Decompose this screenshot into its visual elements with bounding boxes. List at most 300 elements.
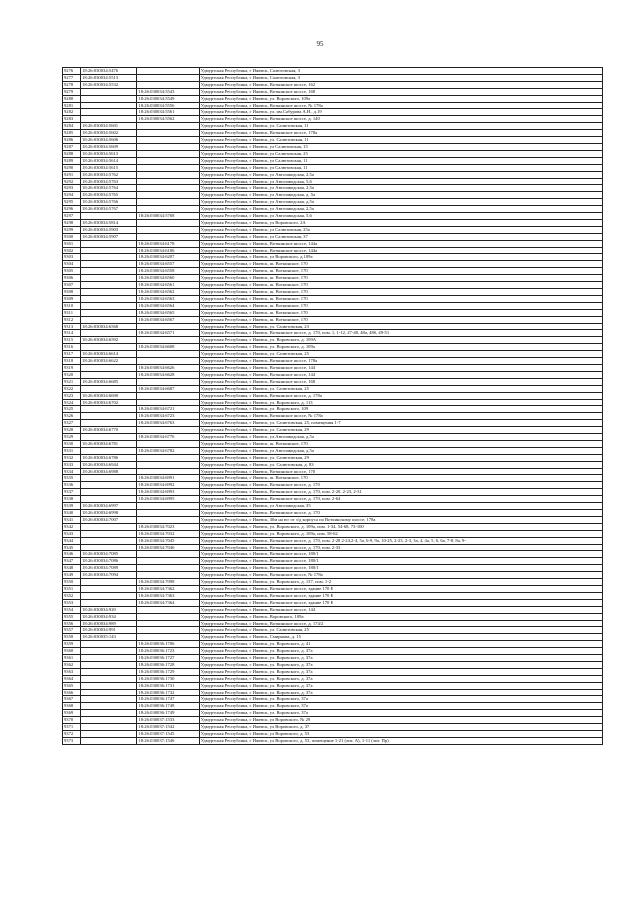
row-number-cell: 9369 <box>63 710 81 717</box>
table-row <box>63 95 603 102</box>
cadastral-number-alt-cell: 18:26:030034:5562 <box>137 116 199 123</box>
table-row <box>63 337 603 344</box>
table-row <box>63 150 603 157</box>
table-row <box>63 434 603 441</box>
address-cell: Удмуртская Республика, г Ижевск, ул. Воровского, д. 113 <box>199 399 602 406</box>
cadastral-number-alt-cell: 18:26:030034:6763 <box>137 420 199 427</box>
address-cell: Удмуртская Республика, г Ижевск, ул. Салютовская, 11 <box>199 123 602 130</box>
cadastral-number-alt-cell: 18:26:030034:5543 <box>137 88 199 95</box>
row-number-cell: 9320 <box>63 371 81 378</box>
cadastral-number-cell: 18:26:030034:5762 <box>81 171 137 178</box>
cadastral-number-cell <box>81 109 137 116</box>
cadastral-number-cell: 18:26:030034:6944 <box>81 461 137 468</box>
cadastral-number-alt-cell <box>137 337 199 344</box>
address-cell: Удмуртская Республика, г Ижевск, Воткинское шоссе, 180/1 <box>199 558 602 565</box>
address-cell: Удмуртская Республика, г Ижевск, ул. Воровского, 109 <box>199 406 602 413</box>
address-cell: Удмуртская Республика, г Ижевск, ул. Воровского, 109а <box>199 95 602 102</box>
address-cell: Удмуртская Республика, г Ижевск, Салютовская, 3 <box>199 68 602 75</box>
row-number-cell: 9353 <box>63 599 81 606</box>
cadastral-number-alt-cell: 18:26:030034:6178 <box>137 240 199 247</box>
table-row <box>63 461 603 468</box>
cadastral-number-alt-cell: 18:26:030036:1730 <box>137 675 199 682</box>
address-cell: Удмуртская Республика, г Ижевск, ул. Воровского, д. 41 <box>199 641 602 648</box>
address-cell: Удмуртская Республика, г Ижевск, Воткинское шоссе, 178а <box>199 358 602 365</box>
cadastral-number-alt-cell: 18:26:030036:1728 <box>137 661 199 668</box>
cadastral-number-cell: 18:26:030034:7094 <box>81 572 137 579</box>
cadastral-number-cell <box>81 475 137 482</box>
table-row <box>63 171 603 178</box>
cadastral-number-cell: 18:26:030034:5907 <box>81 233 137 240</box>
row-number-cell: 9300 <box>63 233 81 240</box>
address-cell: Удмуртская Республика, г Ижевск, Воткинское шоссе, д. 170, пом. 2-28 2-24,2-4, 5а, 6-9, 9а, 10-25, 2-23, 2-3, 3а, 4, 4а, 5, 6, 6а, 7-8, 8а, 9- <box>199 537 602 544</box>
cadastral-number-alt-cell: 18:26:030034:7023 <box>137 523 199 530</box>
address-cell: Удмуртская Республика, г Ижевск, ул Автозаводская, 35 <box>199 503 602 510</box>
cadastral-number-cell: 18:26:030034:6614 <box>81 351 137 358</box>
cadastral-number-alt-cell: 18:26:030034:5561 <box>137 109 199 116</box>
row-number-cell: 9357 <box>63 627 81 634</box>
cadastral-number-alt-cell: 18:26:030034:6995 <box>137 496 199 503</box>
cadastral-number-cell <box>81 703 137 710</box>
address-cell: Удмуртская Республика, г Ижевск, ул. Воровского, д. 109А <box>199 337 602 344</box>
row-number-cell: 9332 <box>63 454 81 461</box>
cadastral-number-cell <box>81 599 137 606</box>
cadastral-number-alt-cell: 18:26:030036:1732 <box>137 689 199 696</box>
table-row <box>63 641 603 648</box>
cadastral-number-alt-cell <box>137 468 199 475</box>
table-row <box>63 213 603 220</box>
table-row <box>63 137 603 144</box>
cadastral-number-cell: 18:26:030034:6592 <box>81 337 137 344</box>
cadastral-number-alt-cell <box>137 74 199 81</box>
row-number-cell: 9356 <box>63 620 81 627</box>
table-row <box>63 330 603 337</box>
table-row <box>63 413 603 420</box>
row-number-cell: 9354 <box>63 606 81 613</box>
table-row <box>63 289 603 296</box>
cadastral-number-cell <box>81 371 137 378</box>
address-cell: Удмуртская Республика, г Ижевск, ш. Воткинское, 170 <box>199 261 602 268</box>
table-row <box>63 392 603 399</box>
table-row <box>63 558 603 565</box>
row-number-cell: 9367 <box>63 696 81 703</box>
table-row <box>63 447 603 454</box>
cadastral-number-cell <box>81 254 137 261</box>
table-row <box>63 675 603 682</box>
cadastral-number-cell: 18:26:030035:143 <box>81 634 137 641</box>
cadastral-number-cell: 18:26:030034:6685 <box>81 378 137 385</box>
row-number-cell: 9347 <box>63 558 81 565</box>
address-cell: Удмуртская Республика, г Ижевск, ул Салютовская, 25а <box>199 226 602 233</box>
address-cell: Удмуртская Республика, г Ижевск, Воткинское шоссе, здание 170 Е <box>199 592 602 599</box>
address-cell: Удмуртская Республика, г Ижевск, ш. Воткинское, 170 <box>199 268 602 275</box>
address-cell: Удмуртская Республика, г Ижевск, ул. Салютовская, д. 83 <box>199 461 602 468</box>
table-row <box>63 579 603 586</box>
cadastral-number-cell <box>81 434 137 441</box>
cadastral-number-alt-cell <box>137 206 199 213</box>
address-cell: Удмуртская Республика, г Ижевск, Смирнова, д. 15 <box>199 634 602 641</box>
cadastral-number-alt-cell <box>137 634 199 641</box>
address-cell: Удмуртская Республика, г Ижевск, Воровского, 109а <box>199 613 602 620</box>
cadastral-number-cell <box>81 413 137 420</box>
table-row <box>63 496 603 503</box>
address-cell: Удмуртская Республика, г Ижевск, ул. Воровского, д. 37а <box>199 661 602 668</box>
address-cell: Удмуртская Республика, г Ижевск, ул. Салютовская, 11 <box>199 137 602 144</box>
cadastral-number-cell <box>81 668 137 675</box>
cadastral-number-cell <box>81 289 137 296</box>
address-cell: Удмуртская Республика, г Ижевск, ул Автозаводская, д. 5а <box>199 192 602 199</box>
cadastral-number-alt-cell: 18:26:030034:6567 <box>137 316 199 323</box>
table-row <box>63 661 603 668</box>
table-row <box>63 406 603 413</box>
row-number-cell: 9370 <box>63 717 81 724</box>
address-cell: Удмуртская Республика, г Ижевск, ул Автозаводская, 5,6 <box>199 213 602 220</box>
cadastral-number-alt-cell: 18:26:030037:1545 <box>137 731 199 738</box>
row-number-cell: 9297 <box>63 213 81 220</box>
address-cell: Удмуртская Республика, г Ижевск, ул Салютовская, 15 <box>199 143 602 150</box>
cadastral-number-cell <box>81 655 137 662</box>
row-number-cell: 9335 <box>63 475 81 482</box>
cadastral-number-cell <box>81 482 137 489</box>
table-row <box>63 454 603 461</box>
row-number-cell: 9324 <box>63 399 81 406</box>
row-number-cell: 9352 <box>63 592 81 599</box>
address-cell: Удмуртская Республика, г Ижевск, ул. Салютовская, 25, помещения 1-7 <box>199 420 602 427</box>
cadastral-number-cell: 18:26:030034:5766 <box>81 199 137 206</box>
cadastral-number-alt-cell: 18:26:030034:6628 <box>137 371 199 378</box>
cadastral-number-cell <box>81 240 137 247</box>
cadastral-number-alt-cell <box>137 171 199 178</box>
cadastral-number-alt-cell <box>137 164 199 171</box>
cadastral-number-cell <box>81 261 137 268</box>
cadastral-number-alt-cell <box>137 440 199 447</box>
table-row <box>63 178 603 185</box>
cadastral-number-alt-cell <box>137 551 199 558</box>
row-number-cell: 9309 <box>63 295 81 302</box>
address-cell: Удмуртская Республика, г Ижевск, Воткинское шоссе, д. 170, пом. 2-33 <box>199 544 602 551</box>
address-cell: Удмуртская Республика, г Ижевск, ул. Воровского, 37а <box>199 703 602 710</box>
address-cell: Удмуртская Республика, г Ижевск, Воткинское шоссе, № 178а <box>199 572 602 579</box>
cadastral-number-cell <box>81 724 137 731</box>
table-row <box>63 696 603 703</box>
table-row <box>63 247 603 254</box>
cadastral-number-cell: 18:26:030034:991 <box>81 627 137 634</box>
cadastral-number-cell <box>81 710 137 717</box>
cadastral-number-cell: 18:26:030034:989 <box>81 620 137 627</box>
cadastral-number-cell <box>81 102 137 109</box>
row-number-cell: 9368 <box>63 703 81 710</box>
row-number-cell: 9290 <box>63 164 81 171</box>
address-cell: Удмуртская Республика, г Ижевск, ул Воровского, 2А <box>199 219 602 226</box>
row-number-cell: 9315 <box>63 337 81 344</box>
cadastral-number-alt-cell: 18:26:030034:7046 <box>137 544 199 551</box>
address-cell: Удмуртская Республика, г Ижевск, Воткинское шоссе, 180/1 <box>199 551 602 558</box>
cadastral-number-cell <box>81 544 137 551</box>
table-row <box>63 585 603 592</box>
cadastral-number-cell <box>81 731 137 738</box>
row-number-cell: 9355 <box>63 613 81 620</box>
cadastral-number-cell <box>81 295 137 302</box>
row-number-cell: 9318 <box>63 358 81 365</box>
row-number-cell: 9327 <box>63 420 81 427</box>
address-cell: Удмуртская Республика, г Ижевск, ул. Воровского, д. 37а <box>199 682 602 689</box>
row-number-cell: 9330 <box>63 440 81 447</box>
row-number-cell: 9358 <box>63 634 81 641</box>
address-cell: Удмуртская Республика, г Ижевск, ул. Салютовская, 29 <box>199 427 602 434</box>
table-row <box>63 420 603 427</box>
address-cell: Удмуртская Республика, г Ижевск, Воткинское шоссе, 168 <box>199 378 602 385</box>
cadastral-number-cell: 18:26:030034:5763 <box>81 178 137 185</box>
cadastral-number-alt-cell <box>137 510 199 517</box>
address-cell: Удмуртская Республика, г Ижевск, Воткинское шоссе, д. 170, пом. 2-20, 2-23, 2-31 <box>199 489 602 496</box>
row-number-cell: 9329 <box>63 434 81 441</box>
cadastral-number-cell: 18:26:030034:5765 <box>81 192 137 199</box>
table-row <box>63 102 603 109</box>
row-number-cell: 9366 <box>63 689 81 696</box>
table-row <box>63 482 603 489</box>
table-row <box>63 475 603 482</box>
cadastral-number-alt-cell <box>137 185 199 192</box>
table-row <box>63 717 603 724</box>
address-cell: Удмуртская Республика, г Ижевск, ул Воровского, № 29 <box>199 717 602 724</box>
row-number-cell: 9325 <box>63 406 81 413</box>
table-row <box>63 123 603 130</box>
cadastral-number-cell <box>81 385 137 392</box>
table-row <box>63 206 603 213</box>
row-number-cell: 9361 <box>63 655 81 662</box>
cadastral-number-alt-cell <box>137 627 199 634</box>
cadastral-number-alt-cell: 18:26:030034:6992 <box>137 482 199 489</box>
row-number-cell: 9371 <box>63 724 81 731</box>
table-row <box>63 378 603 385</box>
table-row <box>63 233 603 240</box>
cadastral-number-cell <box>81 302 137 309</box>
table-row <box>63 254 603 261</box>
table-row <box>63 316 603 323</box>
cadastral-number-alt-cell <box>137 323 199 330</box>
address-cell: Удмуртская Республика, г Ижевск, Воткинское шоссе, д. 170, пом. 1, 1-12, 27-48, 48а, 48б, 49-51 <box>199 330 602 337</box>
row-number-cell: 9294 <box>63 192 81 199</box>
cadastral-number-alt-cell <box>137 620 199 627</box>
cadastral-number-alt-cell <box>137 81 199 88</box>
row-number-cell: 9314 <box>63 330 81 337</box>
address-cell: Удмуртская Республика, г Ижевск, Воткинское шоссе, 178а <box>199 130 602 137</box>
cadastral-number-alt-cell: 18:26:030034:6721 <box>137 406 199 413</box>
cadastral-number-alt-cell: 18:26:030034:6687 <box>137 385 199 392</box>
cadastral-number-alt-cell: 18:26:030034:6562 <box>137 289 199 296</box>
row-number-cell: 9373 <box>63 737 81 744</box>
address-cell: Удмуртская Республика, г Ижевск, ул Автозаводская, д.5а <box>199 199 602 206</box>
row-number-cell: 9322 <box>63 385 81 392</box>
address-cell: Удмуртская Республика, г Ижевск, Воткинское шоссе, 162 <box>199 81 602 88</box>
address-cell: Удмуртская Республика, г Ижевск, ул. Воровского, д. 37а <box>199 668 602 675</box>
cadastral-number-alt-cell <box>137 233 199 240</box>
cadastral-number-cell: 18:26:030034:6690 <box>81 392 137 399</box>
table-row <box>63 530 603 537</box>
row-number-cell: 9276 <box>63 68 81 75</box>
cadastral-number-cell <box>81 530 137 537</box>
cadastral-number-alt-cell <box>137 137 199 144</box>
table-row <box>63 710 603 717</box>
table-row <box>63 544 603 551</box>
table-row <box>63 219 603 226</box>
address-cell: Удмуртская Республика, г Ижевск, Воткинское шоссе, д. 174/2 <box>199 620 602 627</box>
table-row <box>63 634 603 641</box>
cadastral-number-alt-cell <box>137 503 199 510</box>
address-cell: Удмуртская Республика, г Ижевск, 30м на юг от з/д корпуса по Воткинскому шоссе, 178а <box>199 516 602 523</box>
table-row <box>63 682 603 689</box>
cadastral-number-alt-cell: 18:26:030034:6782 <box>137 447 199 454</box>
table-row <box>63 130 603 137</box>
cadastral-number-cell <box>81 537 137 544</box>
row-number-cell: 9301 <box>63 240 81 247</box>
row-number-cell: 9302 <box>63 247 81 254</box>
address-cell: Удмуртская Республика, г Ижевск, ул. Воровского, 37а <box>199 696 602 703</box>
row-number-cell: 9345 <box>63 544 81 551</box>
cadastral-number-alt-cell <box>137 150 199 157</box>
address-cell: Удмуртская Республика, г Ижевск, ш. Воткинское, 170 <box>199 316 602 323</box>
cadastral-number-cell: 18:26:030034:5609 <box>81 143 137 150</box>
address-cell: Удмуртская Республика, г Ижевск, ул. Воровского, д. 109а <box>199 344 602 351</box>
address-cell: Удмуртская Республика, г Ижевск, ш. Воткинское, 170 <box>199 302 602 309</box>
address-cell: Удмуртская Республика, г Ижевск, ул Воровского, д. 53 <box>199 731 602 738</box>
cadastral-number-alt-cell <box>137 192 199 199</box>
row-number-cell: 9303 <box>63 254 81 261</box>
table-row <box>63 109 603 116</box>
row-number-cell: 9339 <box>63 503 81 510</box>
row-number-cell: 9340 <box>63 510 81 517</box>
row-number-cell: 9279 <box>63 88 81 95</box>
address-cell: Удмуртская Республика, г Ижевск, ул. Воровского, д. 37а <box>199 675 602 682</box>
table-row <box>63 468 603 475</box>
cadastral-number-cell: 18:26:030034:920 <box>81 606 137 613</box>
row-number-cell: 9331 <box>63 447 81 454</box>
cadastral-number-alt-cell: 18:26:030034:6991 <box>137 475 199 482</box>
cadastral-number-alt-cell <box>137 399 199 406</box>
row-number-cell: 9319 <box>63 364 81 371</box>
cadastral-number-alt-cell: 18:26:030034:5768 <box>137 213 199 220</box>
address-cell: Удмуртская Республика, г Ижевск, ул Автозаводская, 2,5а <box>199 206 602 213</box>
table-row <box>63 192 603 199</box>
address-cell: Удмуртская Республика, г Ижевск, ул. Салютовская, 23 <box>199 323 602 330</box>
cadastral-number-cell: 18:26:030034:7007 <box>81 516 137 523</box>
table-row <box>63 88 603 95</box>
address-cell: Удмуртская Республика, г Ижевск, Воткинское шоссе, д. 140 <box>199 116 602 123</box>
cadastral-number-alt-cell <box>137 516 199 523</box>
cadastral-number-cell <box>81 364 137 371</box>
cadastral-number-alt-cell: 18:26:030034:7364 <box>137 599 199 606</box>
cadastral-number-cell <box>81 489 137 496</box>
row-number-cell: 9344 <box>63 537 81 544</box>
address-cell: Удмуртская Республика, г Ижевск, ул. Воровского, д. 37а <box>199 648 602 655</box>
cadastral-number-cell: 18:26:030034:6998 <box>81 510 137 517</box>
cadastral-number-cell: 18:26:030034:7086 <box>81 558 137 565</box>
table-row <box>63 268 603 275</box>
cadastral-number-cell: 18:26:030034:6568 <box>81 323 137 330</box>
cadastral-number-alt-cell: 18:26:030036:1749 <box>137 710 199 717</box>
row-number-cell: 9299 <box>63 226 81 233</box>
row-number-cell: 9308 <box>63 289 81 296</box>
table-row <box>63 143 603 150</box>
table-row <box>63 344 603 351</box>
row-number-cell: 9305 <box>63 268 81 275</box>
table-row <box>63 185 603 192</box>
row-number-cell: 9350 <box>63 579 81 586</box>
table-row <box>63 81 603 88</box>
cadastral-number-alt-cell: 18:26:030036:1727 <box>137 655 199 662</box>
cadastral-number-alt-cell <box>137 558 199 565</box>
cadastral-number-cell <box>81 316 137 323</box>
cadastral-number-cell <box>81 682 137 689</box>
address-cell: Удмуртская Республика, г Ижевск, Воткинское шоссе, 144а <box>199 240 602 247</box>
table-row <box>63 510 603 517</box>
table-row <box>63 592 603 599</box>
row-number-cell: 9286 <box>63 137 81 144</box>
cadastral-number-alt-cell: 18:26:030034:6571 <box>137 330 199 337</box>
cadastral-number-cell <box>81 592 137 599</box>
address-cell: Удмуртская Республика, г Ижевск, ул. Воровского, д. 137, пом. 1-2 <box>199 579 602 586</box>
cadastral-number-alt-cell: 18:26:030036:1729 <box>137 668 199 675</box>
cadastral-number-cell: 18:26:030034:5767 <box>81 206 137 213</box>
cadastral-number-alt-cell <box>137 613 199 620</box>
cadastral-number-alt-cell <box>137 454 199 461</box>
row-number-cell: 9336 <box>63 482 81 489</box>
cadastral-number-alt-cell <box>137 226 199 233</box>
cadastral-number-cell <box>81 689 137 696</box>
cadastral-number-cell <box>81 116 137 123</box>
cadastral-number-alt-cell: 18:26:030037:1546 <box>137 737 199 744</box>
table-row <box>63 157 603 164</box>
table-row <box>63 668 603 675</box>
row-number-cell: 9311 <box>63 309 81 316</box>
address-cell: Удмуртская Республика, г Ижевск, Воткинское шоссе, д. 170, пом. 2-64 <box>199 496 602 503</box>
cadastral-number-cell: 18:26:030034:6702 <box>81 399 137 406</box>
row-number-cell: 9342 <box>63 523 81 530</box>
cadastral-number-alt-cell: 18:26:030036:1706 <box>137 641 199 648</box>
row-number-cell: 9372 <box>63 731 81 738</box>
address-cell: Удмуртская Республика, г Ижевск, Воткинское шоссе, 170 <box>199 468 602 475</box>
address-cell: Удмуртская Республика, г Ижевск, Воткинское шоссе, 144 <box>199 364 602 371</box>
cadastral-number-alt-cell: 18:26:030034:6558 <box>137 268 199 275</box>
cadastral-number-cell <box>81 268 137 275</box>
cadastral-number-alt-cell: 18:26:030034:7363 <box>137 592 199 599</box>
row-number-cell: 9304 <box>63 261 81 268</box>
table-row <box>63 68 603 75</box>
cadastral-number-cell <box>81 447 137 454</box>
row-number-cell: 9287 <box>63 143 81 150</box>
address-cell: Удмуртская Республика, г Ижевск, Воткинское шоссе, здание 170 Е <box>199 599 602 606</box>
table-row <box>63 275 603 282</box>
row-number-cell: 9307 <box>63 282 81 289</box>
row-number-cell: 9306 <box>63 275 81 282</box>
cadastral-number-cell <box>81 88 137 95</box>
row-number-cell: 9365 <box>63 682 81 689</box>
address-cell: Удмуртская Республика, г Ижевск, ул. Воровского, д. 109а, пом. 58-62 <box>199 530 602 537</box>
address-cell: Удмуртская Республика, г Ижевск, Воткинское шоссе, № 178а <box>199 413 602 420</box>
row-number-cell: 9348 <box>63 565 81 572</box>
row-number-cell: 9316 <box>63 344 81 351</box>
cadastral-number-cell <box>81 579 137 586</box>
cadastral-number-cell: 18:26:030034:5532 <box>81 81 137 88</box>
cadastral-number-cell <box>81 675 137 682</box>
cadastral-number-alt-cell: 18:26:030034:6563 <box>137 295 199 302</box>
cadastral-number-cell <box>81 247 137 254</box>
address-cell: Удмуртская Республика, г Ижевск, ул. Воровского, 37а <box>199 710 602 717</box>
table-row <box>63 613 603 620</box>
row-number-cell: 9341 <box>63 516 81 523</box>
cadastral-number-alt-cell: 18:26:030034:6557 <box>137 261 199 268</box>
address-cell: Удмуртская Республика, г Ижевск, ул Воровского, д. 37 <box>199 724 602 731</box>
address-cell: Удмуртская Республика, г Ижевск, ш. Воткинское, 170 <box>199 440 602 447</box>
